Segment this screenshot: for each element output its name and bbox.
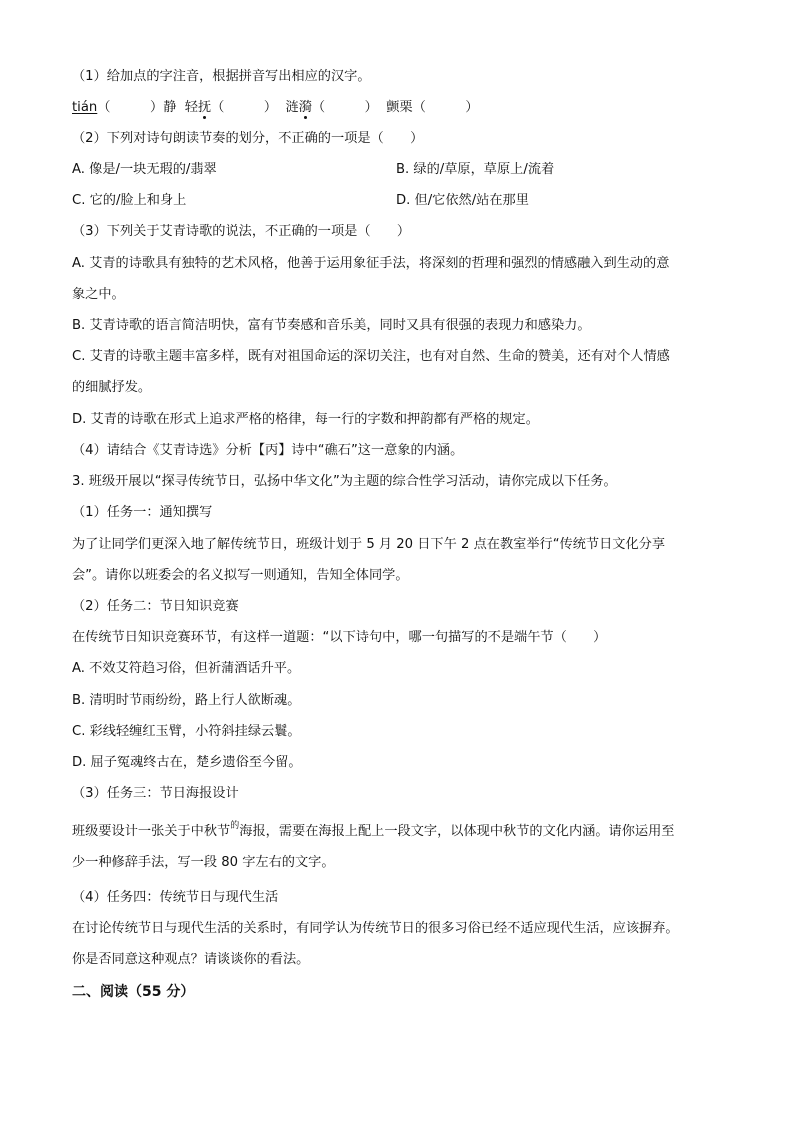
task1-line1: 为了让同学们更深入地了解传统节日，班级计划于 5 月 20 日下午 2 点在教室举行“传统节日文化分享	[72, 537, 666, 552]
task4-title: （4）任务四：传统节日与现代生活	[72, 890, 279, 905]
blank-1: （ ）静	[97, 100, 177, 115]
q4-stem: （4）请结合《艾青诗选》分析【丙】诗中“礁石”这一意象的内涵。	[72, 443, 464, 458]
word-qingfu-dotted: 抚	[197, 100, 212, 115]
task3-line1-start: 班级要设计一张关于中秋节	[72, 824, 231, 839]
task2-stem: 在传统节日知识竞赛环节，有这样一道题：“以下诗句中，哪一句描写的不是端午节（ ）	[72, 630, 607, 645]
q3-option-b: B. 艾青诗歌的语言简洁明快，富有节奏感和音乐美，同时又具有很强的表现力和感染力。	[72, 318, 591, 333]
q3-activity-intro: 3. 班级开展以“探寻传统节日，弘扬中华文化”为主题的综合性学习活动，请你完成以下任务。	[72, 474, 617, 489]
task2-option-b: B. 清明时节雨纷纷，路上行人欲断魂。	[72, 693, 301, 708]
q2-stem: （2）下列对诗句朗读节奏的划分，不正确的一项是（ ）	[72, 131, 424, 146]
q3-option-a-line2: 象之中。	[72, 287, 125, 302]
q1-instruction: （1）给加点的字注音，根据拼音写出相应的汉字。	[72, 69, 371, 84]
q3-option-c-line1: C. 艾青的诗歌主题丰富多样，既有对祖国命运的深切关注，也有对自然、生命的赞美，还有对个人情感	[72, 349, 670, 364]
blank-3: （ ）	[311, 100, 378, 115]
q3-option-a-line1: A. 艾青的诗歌具有独特的艺术风格，他善于运用象征手法，将深刻的哲理和强烈的情感融入到生动的意	[72, 256, 670, 271]
task4-line1: 在讨论传统节日与现代生活的关系时，有同学认为传统节日的很多习俗已经不适应现代生活，应该摒弃。	[72, 921, 679, 936]
word-chanli: 颤栗	[386, 100, 413, 115]
task3-line1-end: 海报，需要在海报上配上一段文字，以体现中秋节的文化内涵。请你运用至	[239, 824, 675, 839]
task4-line2: 你是否同意这种观点？请谈谈你的看法。	[72, 952, 310, 967]
pinyin-tian: tián	[72, 100, 98, 115]
task2-title: （2）任务二：节日知识竞赛	[72, 599, 239, 614]
blank-2: （ ）	[211, 100, 278, 115]
task1-title: （1）任务一：通知撰写	[72, 505, 213, 520]
word-lianyi-1: 涟	[285, 100, 299, 115]
q2-option-a: A. 像是/一块无瑕的/翡翠	[72, 162, 217, 177]
task2-option-a: A. 不效艾符趋习俗，但祈蒲酒话升平。	[72, 661, 301, 676]
task1-line2: 会”。请你以班委会的名义拟写一则通知，告知全体同学。	[72, 568, 409, 583]
section-heading: 二、阅读（55 分）	[72, 984, 195, 1000]
q3-option-c-line2: 的细腻抒发。	[72, 380, 152, 395]
task2-option-d: D. 屈子冤魂终古在，楚乡遗俗至今留。	[72, 755, 302, 770]
task3-line1	[72, 823, 674, 842]
blank-4: （ ）	[412, 100, 479, 115]
q2-option-d: D. 但/它依然/站在那里	[396, 193, 529, 208]
task3-title: （3）任务三：节日海报设计	[72, 786, 239, 801]
q1-items	[72, 99, 479, 117]
task3-stray-char: 的	[230, 821, 240, 831]
q2-option-c: C. 它的/脸上和身上	[72, 193, 187, 208]
task3-line2: 少一种修辞手法，写一段 80 字左右的文字。	[72, 855, 335, 870]
task2-option-c: C. 彩线轻缠红玉臂，小符斜挂绿云鬟。	[72, 724, 301, 739]
q2-option-b: B. 绿的/草原，草原上/流着	[396, 162, 555, 177]
q3-option-d: D. 艾青的诗歌在形式上追求严格的格律，每一行的字数和押韵都有严格的规定。	[72, 412, 539, 427]
q3-stem: （3）下列关于艾青诗歌的说法，不正确的一项是（ ）	[72, 224, 411, 239]
word-qingfu-1: 轻	[184, 100, 198, 115]
word-lianyi-dotted: 漪	[298, 100, 312, 115]
